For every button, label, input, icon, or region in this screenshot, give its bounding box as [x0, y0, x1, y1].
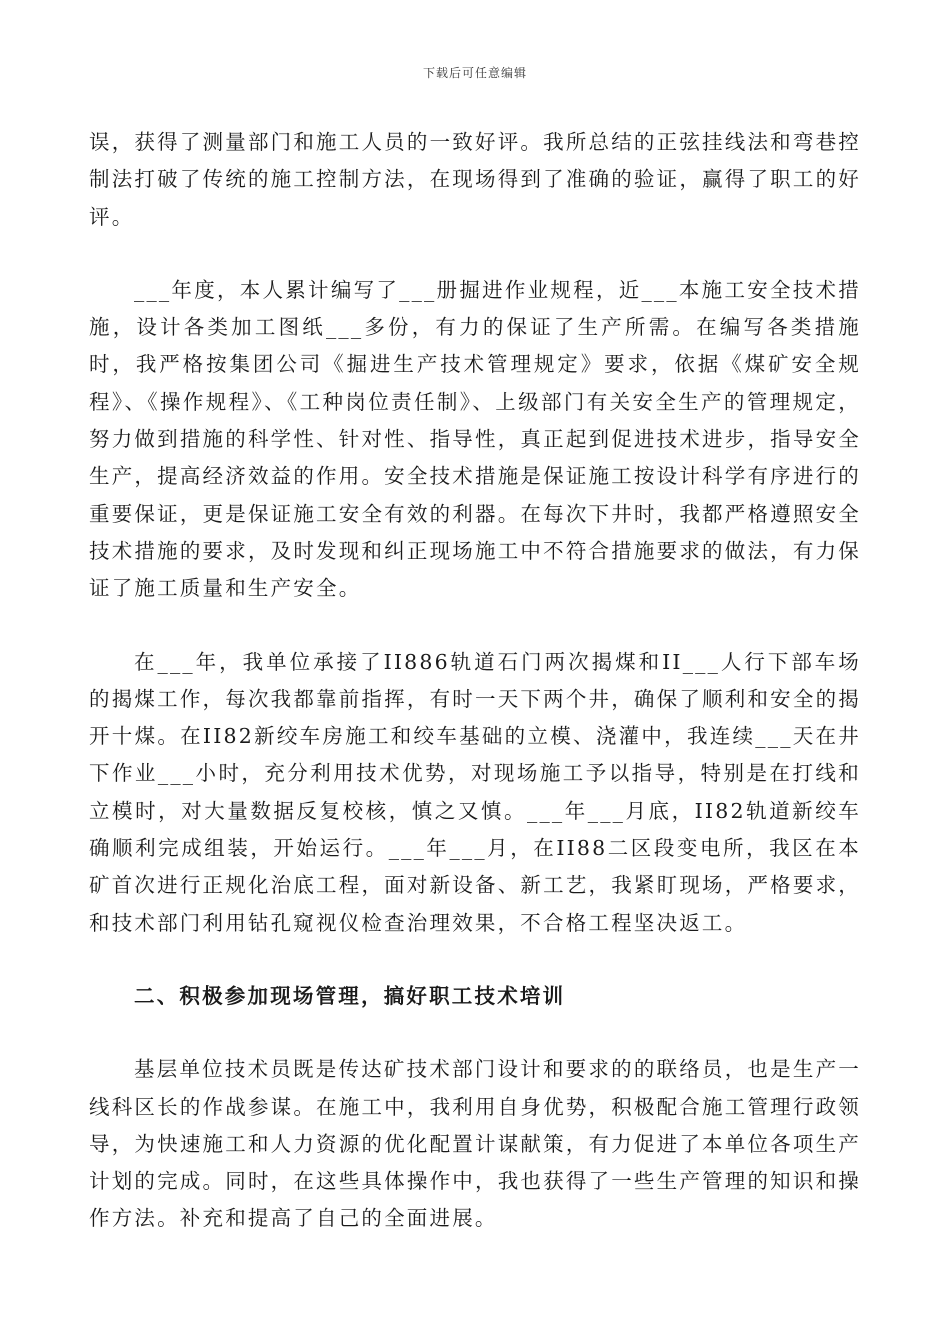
paragraph-3: 在___年，我单位承接了II886轨道石门两次揭煤和II___人行下部车场的揭煤工作，每次我都靠前指挥，有时一天下两个井，确保了顺利和安全的揭开十煤。在II82新绞车房施工和绞车基础的立模、浇灌中，我连续___天在井下作业___小时，充分利用技术优势，对现场施工予以指导，特别是在打线和立模时，对大量数据反复校核，慎之又慎。___年___月底，II82轨道新绞车确顺利完成组装，开始运行。___年___月，在II88二区段变电所，我区在本矿首次进行正规化治底工程，面对新设备、新工艺，我紧盯现场，严格要求，和技术部门利用钻孔窥视仪检查治理效果，不合格工程坚决返工。 — [89, 649, 861, 935]
paragraph-4: 基层单位技术员既是传达矿技术部门设计和要求的的联络员，也是生产一线科区长的作战参谋。在施工中，我利用自身优势，积极配合施工管理行政领导，为快速施工和人力资源的优化配置计谋献策，有力促进了本单位各项生产计划的完成。同时，在这些具体操作中，我也获得了一些生产管理的知识和操作方法。补充和提高了自己的全面进展。 — [89, 1057, 861, 1231]
page-header: 下载后可任意编辑 — [422, 66, 527, 80]
section-heading: 二、积极参加现场管理，搞好职工技术培训 — [134, 983, 566, 1008]
paragraph-1: 误，获得了测量部门和施工人员的一致好评。我所总结的正弦挂线法和弯巷控制法打破了传统的施工控制方法，在现场得到了准确的验证，赢得了职工的好评。 — [89, 130, 861, 229]
paragraph-2: ___年度，本人累计编写了___册掘进作业规程，近___本施工安全技术措施，设计各类加工图纸___多份，有力的保证了生产所需。在编写各类措施时，我严格按集团公司《掘进生产技术管理规定》要求，依据《煤矿安全规程》、《操作规程》、《工种岗位责任制》、上级部门有关安全生产的管理规定，努力做到措施的科学性、针对性、指导性，真正起到促进技术进步，指导安全生产，提高经济效益的作用。安全技术措施是保证施工按设计科学有序进行的重要保证，更是保证施工安全有效的利器。在每次下井时，我都严格遵照安全技术措施的要求，及时发现和纠正现场施工中不符合措施要求的做法，有力保证了施工质量和生产安全。 — [89, 277, 861, 601]
document-body — [89, 124, 861, 1238]
